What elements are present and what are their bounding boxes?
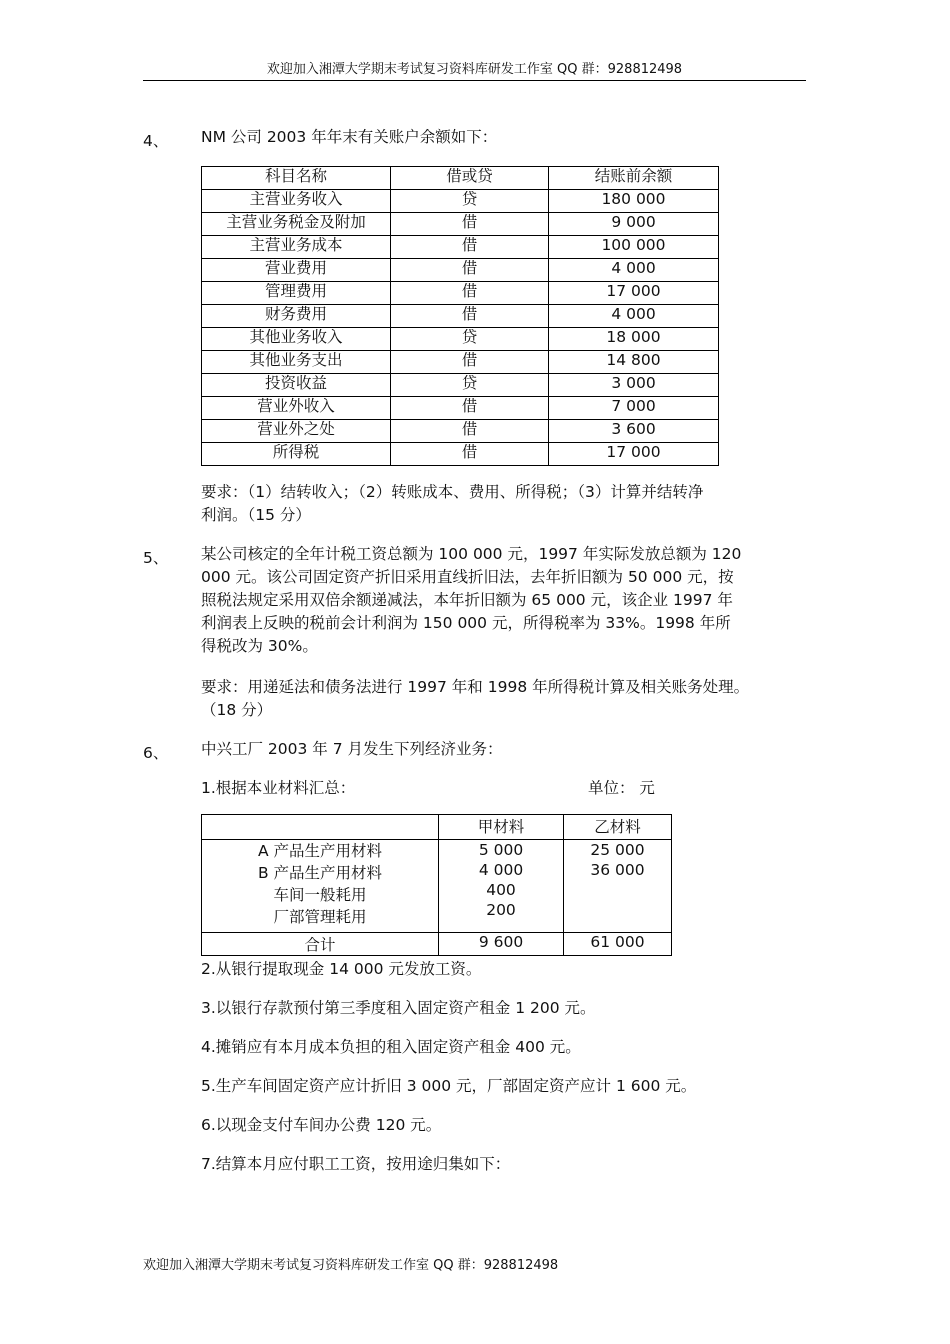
total-material-b: 61 000 xyxy=(564,933,672,956)
usage-label: 车间一般耗用 xyxy=(273,886,367,904)
usage-label: A 产品生产用材料 xyxy=(257,842,383,860)
page-footer: 欢迎加入湘潭大学期末考试复习资料库研发工作室 QQ 群：928812498 xyxy=(143,1258,559,1273)
debit-credit-cell: 借 xyxy=(391,351,549,374)
table-row xyxy=(202,351,719,374)
balance-cell: 3 600 xyxy=(549,420,719,443)
item-1-label: 1.根据本业材料汇总： xyxy=(201,779,356,797)
debit-credit-cell: 借 xyxy=(391,259,549,282)
column-header: 借或贷 xyxy=(391,167,549,190)
account-name-cell: 营业费用 xyxy=(202,259,391,282)
paragraph-line: 照税法规定采用双倍余额递减法，本年折旧额为 65 000 元，该企业 1997 年 xyxy=(201,591,733,609)
material-a-value: 400 xyxy=(486,881,516,899)
material-b-value: 36 000 xyxy=(590,861,645,879)
item-4: 4.摊销应有本月成本负担的租入固定资产租金 400 元。 xyxy=(201,1038,581,1056)
table-header-row xyxy=(202,167,719,190)
table-header-row xyxy=(202,815,672,840)
total-material-a: 9 600 xyxy=(439,933,564,956)
column-header: 结账前余额 xyxy=(549,167,719,190)
question-5-requirement xyxy=(201,676,749,722)
account-balance-table xyxy=(201,166,719,466)
column-header: 科目名称 xyxy=(202,167,391,190)
material-b-value: 25 000 xyxy=(590,841,645,859)
debit-credit-cell: 借 xyxy=(391,420,549,443)
account-name-cell: 主营业务税金及附加 xyxy=(202,213,391,236)
question-5-number: 5、 xyxy=(143,549,169,567)
material-a-value: 4 000 xyxy=(478,861,524,879)
table-row xyxy=(202,840,672,933)
paragraph-line: 得税改为 30%。 xyxy=(201,637,318,655)
requirement-line: 要求：（1）结转收入；（2）转账成本、费用、所得税；（3）计算并结转净 xyxy=(201,483,704,501)
usage-label: 厂部管理耗用 xyxy=(273,908,367,926)
total-row xyxy=(202,933,672,956)
column-header: 乙材料 xyxy=(564,815,672,840)
account-name-cell: 管理费用 xyxy=(202,282,391,305)
item-7: 7.结算本月应付职工工资，按用途归集如下： xyxy=(201,1155,511,1173)
paragraph-line: 某公司核定的全年计税工资总额为 100 000 元，1997 年实际发放总额为 120 xyxy=(201,545,742,563)
balance-cell: 14 800 xyxy=(549,351,719,374)
debit-credit-cell: 借 xyxy=(391,236,549,259)
table-row xyxy=(202,305,719,328)
table-row xyxy=(202,236,719,259)
question-5-body xyxy=(201,543,741,658)
total-label: 合计 xyxy=(202,933,439,956)
debit-credit-cell: 借 xyxy=(391,397,549,420)
debit-credit-cell: 借 xyxy=(391,282,549,305)
usage-cell xyxy=(202,840,439,933)
account-name-cell: 主营业务收入 xyxy=(202,190,391,213)
table-row xyxy=(202,443,719,466)
balance-cell: 3 000 xyxy=(549,374,719,397)
table-row xyxy=(202,190,719,213)
account-name-cell: 其他业务支出 xyxy=(202,351,391,374)
requirement-line: 利润。（15 分） xyxy=(201,506,311,524)
item-2: 2.从银行提取现金 14 000 元发放工资。 xyxy=(201,960,482,978)
usage-label: B 产品生产用材料 xyxy=(257,864,383,882)
question-6-intro: 中兴工厂 2003 年 7 月发生下列经济业务： xyxy=(201,740,503,758)
material-a-value: 200 xyxy=(486,901,516,919)
table-row xyxy=(202,374,719,397)
table-row xyxy=(202,328,719,351)
page-header: 欢迎加入湘潭大学期末考试复习资料库研发工作室 QQ 群：928812498 xyxy=(143,58,806,81)
item-3: 3.以银行存款预付第三季度租入固定资产租金 1 200 元。 xyxy=(201,999,596,1017)
account-name-cell: 所得税 xyxy=(202,443,391,466)
material-a-value: 5 000 xyxy=(478,841,524,859)
paragraph-line: 利润表上反映的税前会计利润为 150 000 元，所得税率为 33%。1998 年所 xyxy=(201,614,731,632)
debit-credit-cell: 贷 xyxy=(391,328,549,351)
balance-cell: 4 000 xyxy=(549,305,719,328)
question-4-intro: NM 公司 2003 年年末有关账户余额如下： xyxy=(201,128,498,146)
question-4-requirement xyxy=(201,481,703,527)
unit-label: 单位： 元 xyxy=(588,779,655,797)
account-name-cell: 主营业务成本 xyxy=(202,236,391,259)
table-row xyxy=(202,397,719,420)
table-row xyxy=(202,420,719,443)
balance-cell: 17 000 xyxy=(549,282,719,305)
account-name-cell: 营业外收入 xyxy=(202,397,391,420)
balance-cell: 100 000 xyxy=(549,236,719,259)
balance-cell: 180 000 xyxy=(549,190,719,213)
account-name-cell: 财务费用 xyxy=(202,305,391,328)
debit-credit-cell: 贷 xyxy=(391,374,549,397)
balance-cell: 7 000 xyxy=(549,397,719,420)
debit-credit-cell: 借 xyxy=(391,305,549,328)
debit-credit-cell: 贷 xyxy=(391,190,549,213)
item-5: 5.生产车间固定资产应计折旧 3 000 元，厂部固定资产应计 1 600 元。 xyxy=(201,1077,697,1095)
empty-header-cell xyxy=(202,815,439,840)
table-row xyxy=(202,259,719,282)
balance-cell: 17 000 xyxy=(549,443,719,466)
balance-cell: 18 000 xyxy=(549,328,719,351)
item-6: 6.以现金支付车间办公费 120 元。 xyxy=(201,1116,442,1134)
question-6-number: 6、 xyxy=(143,744,169,762)
question-4-number: 4、 xyxy=(143,132,169,150)
requirement-line: （18 分） xyxy=(201,701,273,719)
account-name-cell: 其他业务收入 xyxy=(202,328,391,351)
debit-credit-cell: 借 xyxy=(391,213,549,236)
account-name-cell: 营业外之处 xyxy=(202,420,391,443)
material-summary-table xyxy=(201,814,672,956)
table-row xyxy=(202,213,719,236)
balance-cell: 9 000 xyxy=(549,213,719,236)
table-row xyxy=(202,282,719,305)
column-header: 甲材料 xyxy=(439,815,564,840)
requirement-line: 要求：用递延法和债务法进行 1997 年和 1998 年所得税计算及相关账务处理。 xyxy=(201,678,750,696)
material-b-cell xyxy=(564,840,672,933)
balance-cell: 4 000 xyxy=(549,259,719,282)
account-name-cell: 投资收益 xyxy=(202,374,391,397)
debit-credit-cell: 借 xyxy=(391,443,549,466)
material-a-cell xyxy=(439,840,564,933)
paragraph-line: 000 元。该公司固定资产折旧采用直线折旧法，去年折旧额为 50 000 元，按 xyxy=(201,568,734,586)
